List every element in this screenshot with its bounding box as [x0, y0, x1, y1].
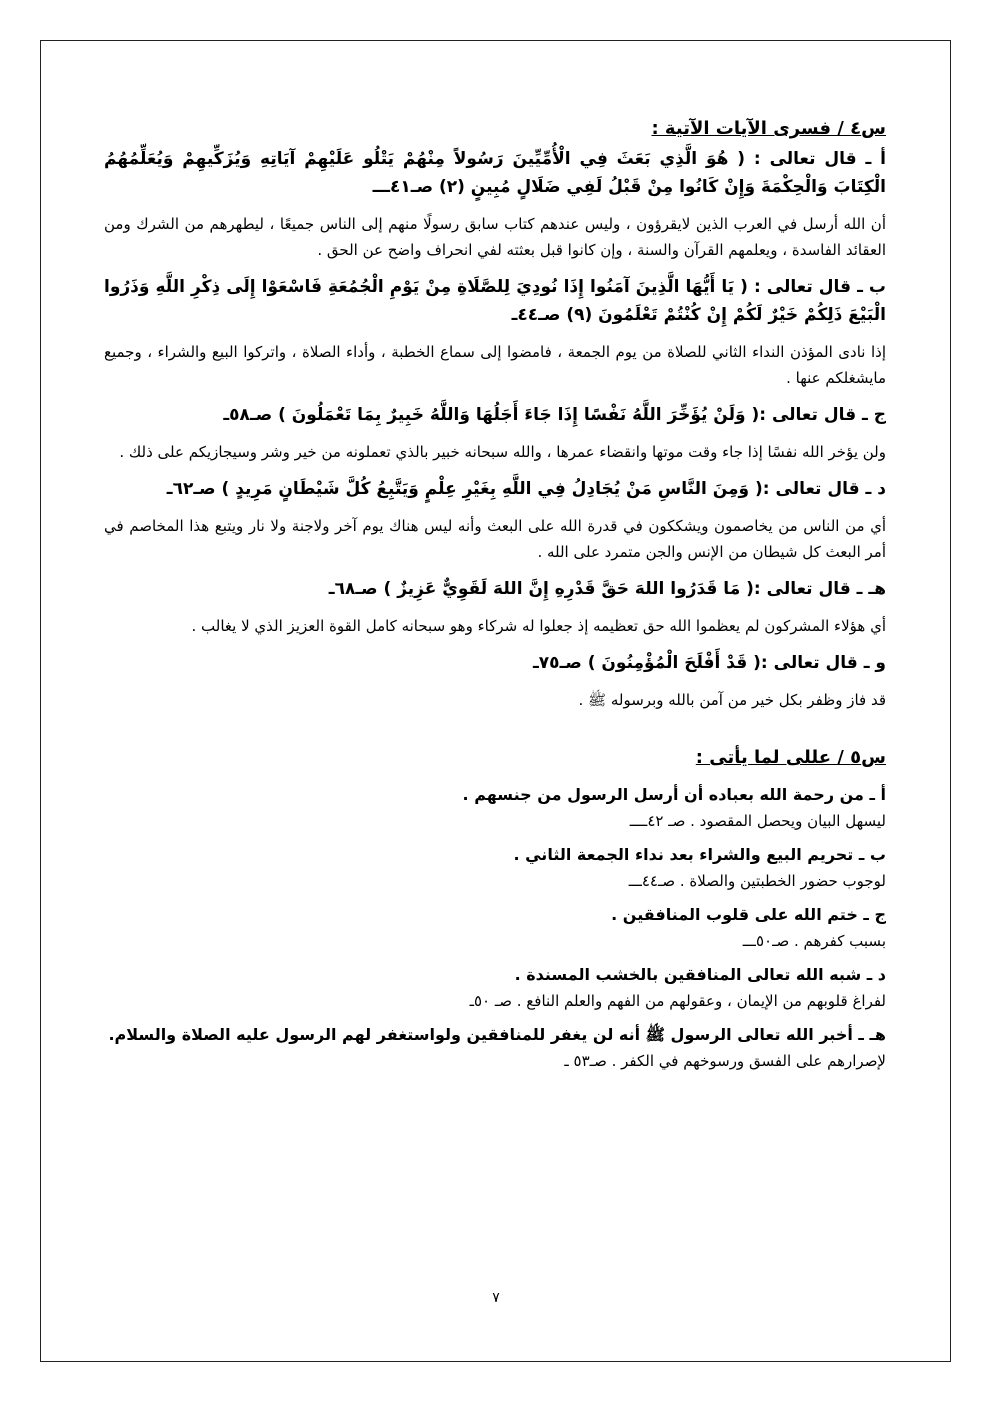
explanation-text: قد فاز وظفر بكل خير من آمن بالله وبرسوله ﷺ .: [578, 691, 886, 709]
page-content: [104, 118, 886, 1082]
q5-item-c: [104, 902, 886, 954]
reason-question: د ـ شبه الله تعالى المنافقين بالخشب المسندة .: [514, 965, 886, 984]
q4-item-d: [104, 475, 886, 565]
verse-text: و ـ قال تعالى :( قَدْ أَفْلَحَ الْمُؤْمِنُونَ ) صـ٧٥ـ: [532, 653, 886, 673]
explanation-text: إذا نادى المؤذن النداء الثاني للصلاة من يوم الجمعة ، فامضوا إلى سماع الخطبة ، وأداء الصلاة ، واتركوا البيع والشراء ، وجميع مايشغلكم عنها .: [104, 343, 886, 387]
verse-text: د ـ قال تعالى :( وَمِنَ النَّاسِ مَنْ يُجَادِلُ فِي اللَّهِ بِغَيْرِ عِلْمٍ وَيَتَّبِعُ كُلَّ شَيْطَانٍ مَرِيدٍ ) صـ٦٢ـ: [166, 479, 886, 499]
q5-item-b: [104, 842, 886, 894]
q5-item-a: [104, 782, 886, 834]
page-number: ٧: [492, 1290, 500, 1306]
q4-item-a: [104, 145, 886, 263]
reason-question: ج ـ ختم الله على قلوب المنافقين .: [611, 905, 886, 924]
verse-text: ج ـ قال تعالى :( وَلَنْ يُؤَخِّرَ اللَّهُ نَفْسًا إِذَا جَاءَ أَجَلُهَا وَاللَّهُ خَبِيرٌ بِمَا تَعْمَلُونَ ) صـ٥٨ـ: [223, 405, 886, 425]
reason-answer: لإصرارهم على الفسق ورسوخهم في الكفر . صـ٥٣ ـ: [564, 1052, 886, 1070]
q5-item-e: [104, 1022, 886, 1074]
explanation-text: أي هؤلاء المشركون لم يعظموا الله حق تعظيمه إذ جعلوا له شركاء وهو سبحانه كامل القوة العزيز الذي لا يغالب .: [191, 617, 886, 635]
q5-title: س٥ / عللى لما يأتى :: [695, 747, 886, 768]
q4-item-f: [104, 649, 886, 713]
q4-title: س٤ / فسرى الآيات الآتية :: [651, 118, 886, 139]
reason-answer: بسبب كفرهم . صـ٥٠ـــ: [742, 932, 886, 950]
q5-item-d: [104, 962, 886, 1014]
verse-text: هـ ـ قال تعالى :( مَا قَدَرُوا اللهَ حَقَّ قَدْرِهِ إِنَّ اللهَ لَقَوِيٌّ عَزِيزٌ ) صـ٦٨ـ: [328, 579, 886, 599]
verse-text: ب ـ قال تعالى : ( يَا أَيُّهَا الَّذِينَ آمَنُوا إِذَا نُودِيَ لِلصَّلَاةِ مِنْ يَوْمِ الْجُمُعَةِ فَاسْعَوْا إِلَى ذِكْرِ اللَّهِ وَذَرُوا الْبَيْعَ ذَلِكُمْ خَيْرٌ لَكُمْ إِنْ كُنْتُمْ تَعْلَمُونَ (٩) صـ٤٤ـ: [104, 277, 886, 325]
reason-answer: ليسهل البيان ويحصل المقصود . صـ ٤٢ــــ: [629, 812, 886, 830]
q4-item-b: [104, 273, 886, 391]
reason-answer: لوجوب حضور الخطبتين والصلاة . صـ٤٤ـــ: [628, 872, 886, 890]
verse-text: أ ـ قال تعالى : ( هُوَ الَّذِي بَعَثَ فِي الْأُمِّيِّينَ رَسُولاً مِنْهُمْ يَتْلُو عَلَيْهِمْ آيَاتِهِ وَيُزَكِّيهِمْ وَيُعَلِّمُهُمُ الْكِتَابَ وَالْحِكْمَةَ وَإِنْ كَانُوا مِنْ قَبْلُ لَفِي ضَلَالٍ مُبِينٍ (٢) صـ٤١ـــ: [104, 149, 886, 197]
reason-question: ب ـ تحريم البيع والشراء بعد نداء الجمعة الثاني .: [513, 845, 886, 864]
explanation-text: أي من الناس من يخاصمون ويشككون في قدرة الله على البعث وأنه ليس هناك يوم آخر ولاجنة ولا نار ويتبع هذا المخاصم في أمر البعث كل شيطان من الإنس والجن متمرد على الله .: [104, 517, 886, 561]
q4-item-c: [104, 401, 886, 465]
reason-answer: لفراغ قلوبهم من الإيمان ، وعقولهم من الفهم والعلم النافع . صـ ٥٠ـ: [469, 992, 886, 1010]
reason-question: هـ ـ أخبر الله تعالى الرسول ﷺ أنه لن يغفر للمنافقين ولواستغفر لهم الرسول عليه الصلاة والسلام.: [108, 1025, 886, 1044]
q4-item-e: [104, 575, 886, 639]
explanation-text: ولن يؤخر الله نفسًا إذا جاء وقت موتها وانقضاء عمرها ، والله سبحانه خبير بالذي تعملونه من خير وشر وسيجازيكم على ذلك .: [119, 443, 886, 461]
explanation-text: أن الله أرسل في العرب الذين لايقرؤون ، وليس عندهم كتاب سابق رسولًا منهم إلى الناس جميعًا ، ليطهرهم من الشرك ومن العقائد الفاسدة ، ويعلمهم القرآن والسنة ، وإن كانوا قبل بعثته لفي انحراف واضح عن الحق .: [104, 215, 886, 259]
reason-question: أ ـ من رحمة الله بعباده أن أرسل الرسول من جنسهم .: [462, 785, 886, 804]
